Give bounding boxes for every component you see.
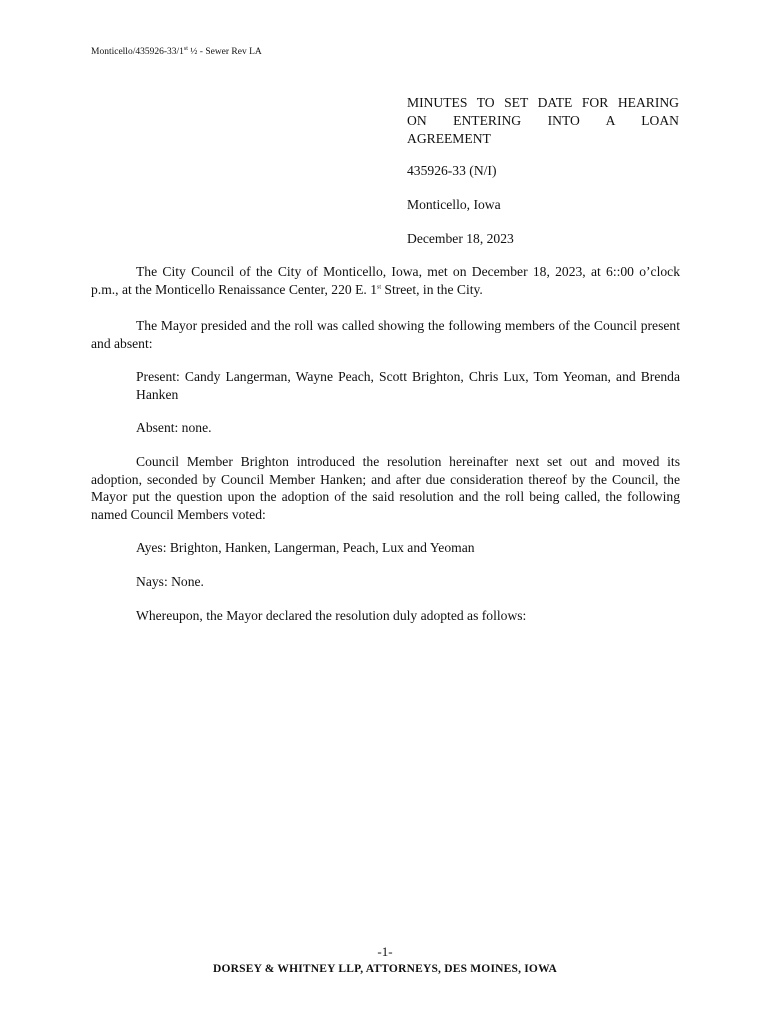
roll-paragraph	[91, 317, 680, 352]
document-reference	[91, 46, 262, 58]
roll-paragraph-text: The Mayor presided and the roll was called showing the following members of the Council present and absent:	[91, 318, 680, 351]
resolution-paragraph-text: Council Member Brighton introduced the resolution hereinafter next set out and moved its adoption, seconded by Council Member Hanken; and after due consideration thereof by the Council, the Mayor put the question upon the adoption of the said resolution and the roll being called, the following named Council Members voted:	[91, 454, 680, 522]
page-number: -1-	[377, 944, 393, 959]
meeting-paragraph-text-end: Street, in the City.	[381, 281, 483, 297]
law-firm-footer: DORSEY & WHITNEY LLP, ATTORNEYS, DES MOINES, IOWA	[212, 963, 558, 975]
meeting-place: Monticello, Iowa	[407, 197, 501, 212]
meeting-date: December 18, 2023	[407, 231, 514, 246]
document-reference-suffix: ½ - Sewer Rev LA	[187, 47, 262, 57]
whereupon-statement: Whereupon, the Mayor declared the resolution duly adopted as follows:	[136, 608, 527, 623]
meeting-paragraph	[91, 263, 680, 298]
title-line-1: MINUTES TO SET DATE FOR HEARING	[407, 95, 679, 110]
meeting-paragraph-text: The City Council of the City of Monticello, Iowa, met on December 18, 2023, at 6::00 o’clock p.m., at the Monticello Renaissance Center, 220 E. 1	[91, 264, 680, 297]
resolution-paragraph	[91, 453, 680, 523]
meeting-paragraph-superscript: st	[377, 283, 382, 290]
document-number: 435926-33 (N/I)	[407, 163, 497, 178]
present-members: Present: Candy Langerman, Wayne Peach, Scott Brighton, Chris Lux, Tom Yeoman, and Brenda Hanken	[136, 369, 680, 402]
document-reference-superscript: st	[183, 45, 188, 52]
title-line-2: ON ENTERING INTO A LOAN	[407, 113, 679, 128]
document-title	[407, 94, 679, 148]
absent-members: Absent: none.	[136, 420, 212, 435]
nays-vote: Nays: None.	[136, 574, 204, 589]
title-line-3: AGREEMENT	[407, 131, 491, 146]
ayes-vote: Ayes: Brighton, Hanken, Langerman, Peach, Lux and Yeoman	[136, 540, 475, 555]
document-reference-prefix: Monticello/435926-33/1	[91, 47, 184, 57]
